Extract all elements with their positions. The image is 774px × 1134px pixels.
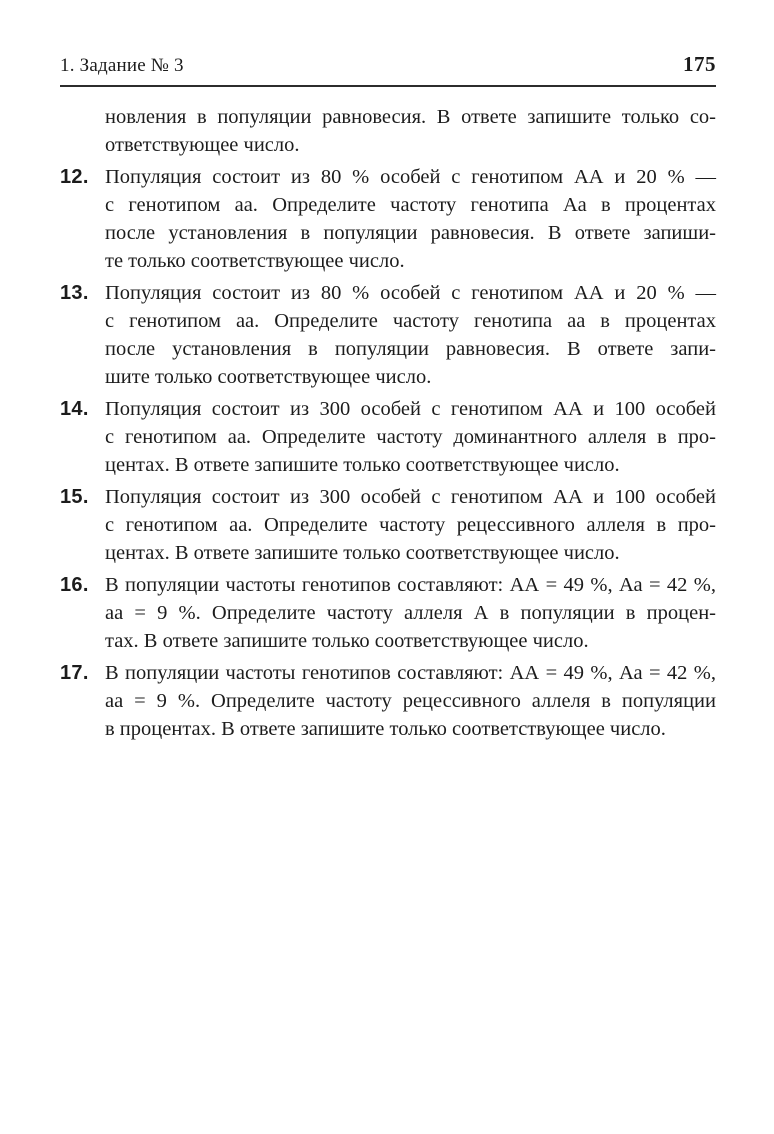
task-item-16	[60, 571, 716, 655]
text-line: аа = 9 %. Определите частоту рецессивного аллеля в популяции	[105, 690, 716, 712]
task-text	[105, 163, 716, 275]
page-number: 175	[683, 52, 716, 76]
text-line: после установления в популяции равновесия. В ответе запиши-	[105, 222, 716, 244]
task-text	[105, 279, 716, 391]
text-line: новления в популяции равновесия. В ответе запишите только со-	[105, 106, 716, 128]
task-number: 13.	[60, 282, 89, 304]
text-line: с генотипом аа. Определите частоту генотипа Аа в процентах	[105, 194, 716, 216]
text-line: аа = 9 %. Определите частоту аллеля А в популяции в процен-	[105, 602, 716, 624]
text-line: Популяция состоит из 300 особей с генотипом АА и 100 особей	[105, 486, 716, 508]
text-line: в процентах. В ответе запишите только соответствующее число.	[105, 718, 666, 740]
text-line: центах. В ответе запишите только соответствующее число.	[105, 542, 620, 564]
text-line: ответствующее число.	[105, 134, 300, 156]
text-line: с генотипом аа. Определите частоту доминантного аллеля в про-	[105, 426, 716, 448]
task-number: 14.	[60, 398, 89, 420]
task-item-14	[60, 395, 716, 479]
text-line: шите только соответствующее число.	[105, 366, 432, 388]
page-header	[60, 52, 716, 87]
task-number: 16.	[60, 574, 89, 596]
text-line: с генотипом аа. Определите частоту рецессивного аллеля в про-	[105, 514, 716, 536]
task-text	[105, 483, 716, 567]
task-number: 17.	[60, 662, 89, 684]
text-line: Популяция состоит из 80 % особей с генотипом АА и 20 % —	[105, 166, 716, 188]
text-line: с генотипом аа. Определите частоту генотипа аа в процентах	[105, 310, 716, 332]
text-line: после установления в популяции равновесия. В ответе запи-	[105, 338, 716, 360]
task-text	[105, 395, 716, 479]
task-item-13	[60, 279, 716, 391]
task-item-17	[60, 659, 716, 743]
text-line: В популяции частоты генотипов составляют: АА = 49 %, Аа = 42 %,	[105, 574, 716, 596]
task-text	[105, 571, 716, 655]
task-number: 15.	[60, 486, 89, 508]
text-line: Популяция состоит из 80 % особей с генотипом АА и 20 % —	[105, 282, 716, 304]
task-number: 12.	[60, 166, 89, 188]
task-text	[105, 659, 716, 743]
task-item-12	[60, 163, 716, 275]
running-header-title: 1. Задание № 3	[60, 55, 184, 76]
text-line: Популяция состоит из 300 особей с генотипом АА и 100 особей	[105, 398, 716, 420]
text-line: центах. В ответе запишите только соответствующее число.	[105, 454, 620, 476]
text-line: тах. В ответе запишите только соответствующее число.	[105, 630, 589, 652]
intro-paragraph-continuation	[105, 103, 716, 159]
text-line: те только соответствующее число.	[105, 250, 405, 272]
page-body	[60, 103, 716, 743]
task-item-15	[60, 483, 716, 567]
text-line: В популяции частоты генотипов составляют: АА = 49 %, Аа = 42 %,	[105, 662, 716, 684]
